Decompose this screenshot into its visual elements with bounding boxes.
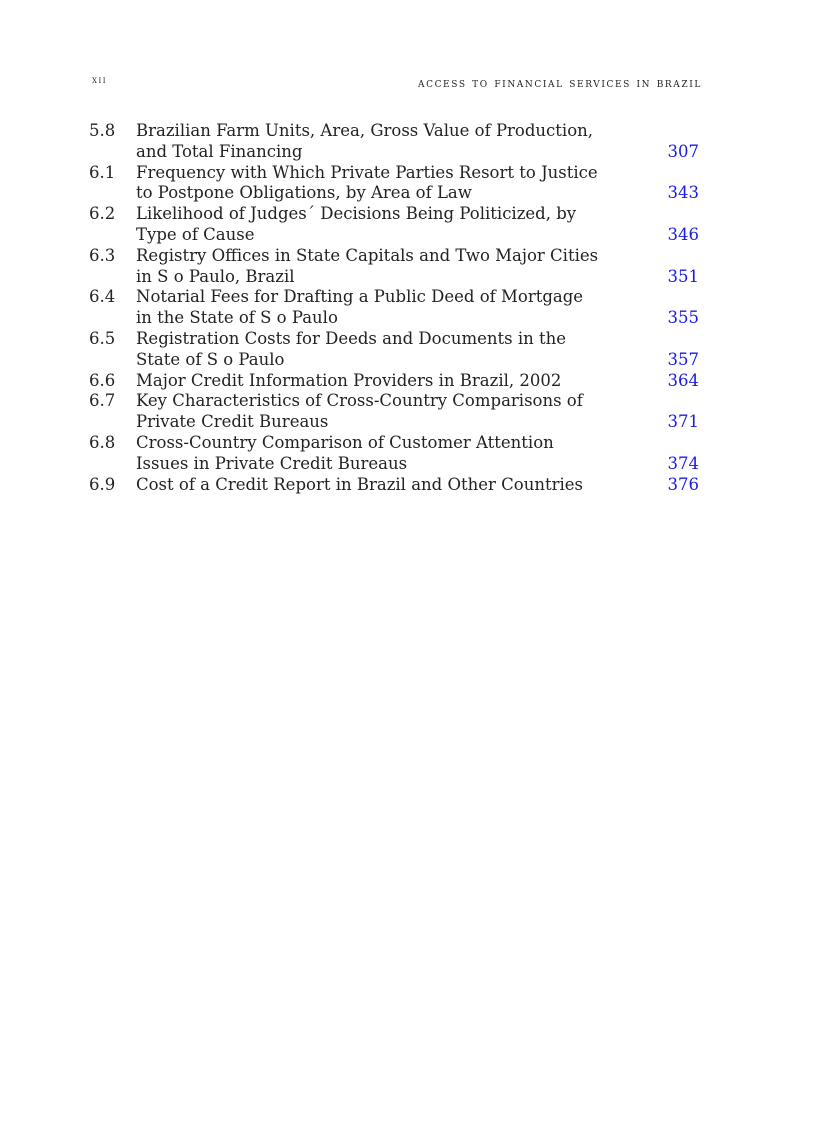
toc-entry-number: 6.4	[89, 287, 116, 307]
toc-entry-number: 6.3	[89, 245, 116, 265]
toc-entry-page-link[interactable]: 351	[667, 266, 699, 286]
running-head: access to financial services in brazil	[417, 75, 702, 90]
toc-entry-number: 5.8	[89, 121, 116, 140]
toc-entry-title	[136, 121, 701, 163]
toc-entry-page-link[interactable]: 376	[667, 474, 699, 494]
toc-entry	[89, 391, 701, 433]
toc-entry-number: 6.8	[89, 432, 116, 452]
toc-list	[89, 121, 701, 495]
toc-entry-title-line: Key Characteristics of Cross-Country Comparisons of	[136, 391, 583, 411]
toc-entry-title	[136, 329, 701, 371]
toc-entry	[89, 204, 701, 246]
toc-entry-title-line: Brazilian Farm Units, Area, Gross Value of Production,	[136, 121, 594, 140]
page-header	[92, 75, 702, 91]
toc-entry	[89, 433, 701, 475]
toc-entry-page-link[interactable]: 307	[667, 141, 699, 161]
toc-entry-title-line: Notarial Fees for Drafting a Public Deed of Mortgage	[136, 287, 584, 307]
toc-entry-page-link[interactable]: 355	[667, 308, 699, 328]
toc-entry-title-line: and Total Financing	[136, 141, 303, 161]
toc-entry	[89, 287, 701, 329]
toc-entry-number: 6.7	[89, 391, 116, 411]
toc-entry-title	[136, 433, 701, 475]
toc-entry-title	[136, 371, 701, 392]
toc-entry-title-line: Major Credit Information Providers in Brazil, 2002	[136, 370, 562, 390]
toc-entry-title	[136, 287, 701, 329]
toc-entry-title-line: Type of Cause	[136, 224, 255, 244]
toc-entry-title-line: Cross-Country Comparison of Customer Attention	[136, 432, 554, 452]
toc-entry-page-link[interactable]: 346	[667, 224, 699, 244]
toc-entry-title	[136, 204, 701, 246]
toc-entry-number: 6.5	[89, 328, 116, 348]
toc-entry-page-link[interactable]: 364	[667, 370, 699, 390]
toc-entry-number: 6.1	[89, 162, 116, 182]
toc-entry	[89, 246, 701, 288]
page-folio: xii	[92, 75, 108, 86]
toc-entry-number: 6.9	[89, 474, 116, 494]
toc-entry-title-line: Registry Offices in State Capitals and Two Major Cities	[136, 245, 599, 265]
toc-entry-title-line: Registration Costs for Deeds and Documents in the	[136, 328, 566, 348]
toc-entry-title	[136, 391, 701, 433]
toc-entry-number: 6.6	[89, 370, 116, 390]
toc-entry-title	[136, 475, 701, 496]
toc-entry-number: 6.2	[89, 204, 116, 224]
toc-entry-title-line: in the State of S o Paulo	[136, 308, 338, 328]
toc-entry-title-line: State of S o Paulo	[136, 349, 285, 369]
toc-entry	[89, 163, 701, 205]
toc-entry-title-line: Frequency with Which Private Parties Resort to Justice	[136, 162, 598, 182]
toc-entry-page-link[interactable]: 371	[667, 412, 699, 432]
toc-entry-title-line: Private Credit Bureaus	[136, 412, 329, 432]
toc-entry	[89, 121, 701, 163]
toc-entry-page-link[interactable]: 374	[667, 453, 699, 473]
toc-entry	[89, 329, 701, 371]
toc-entry-title	[136, 163, 701, 205]
toc-entry	[89, 475, 701, 496]
toc-entry-title-line: to Postpone Obligations, by Area of Law	[136, 183, 472, 203]
toc-entry-title-line: in S o Paulo, Brazil	[136, 266, 295, 286]
toc-entry-title-line: Likelihood of Judges´ Decisions Being Politicized, by	[136, 204, 577, 224]
toc-entry-page-link[interactable]: 357	[667, 349, 699, 369]
toc-entry-title-line: Cost of a Credit Report in Brazil and Other Countries	[136, 474, 583, 494]
toc-entry-page-link[interactable]: 343	[667, 183, 699, 203]
toc-entry-title-line: Issues in Private Credit Bureaus	[136, 453, 408, 473]
toc-entry-title	[136, 246, 701, 288]
toc-entry	[89, 371, 701, 392]
